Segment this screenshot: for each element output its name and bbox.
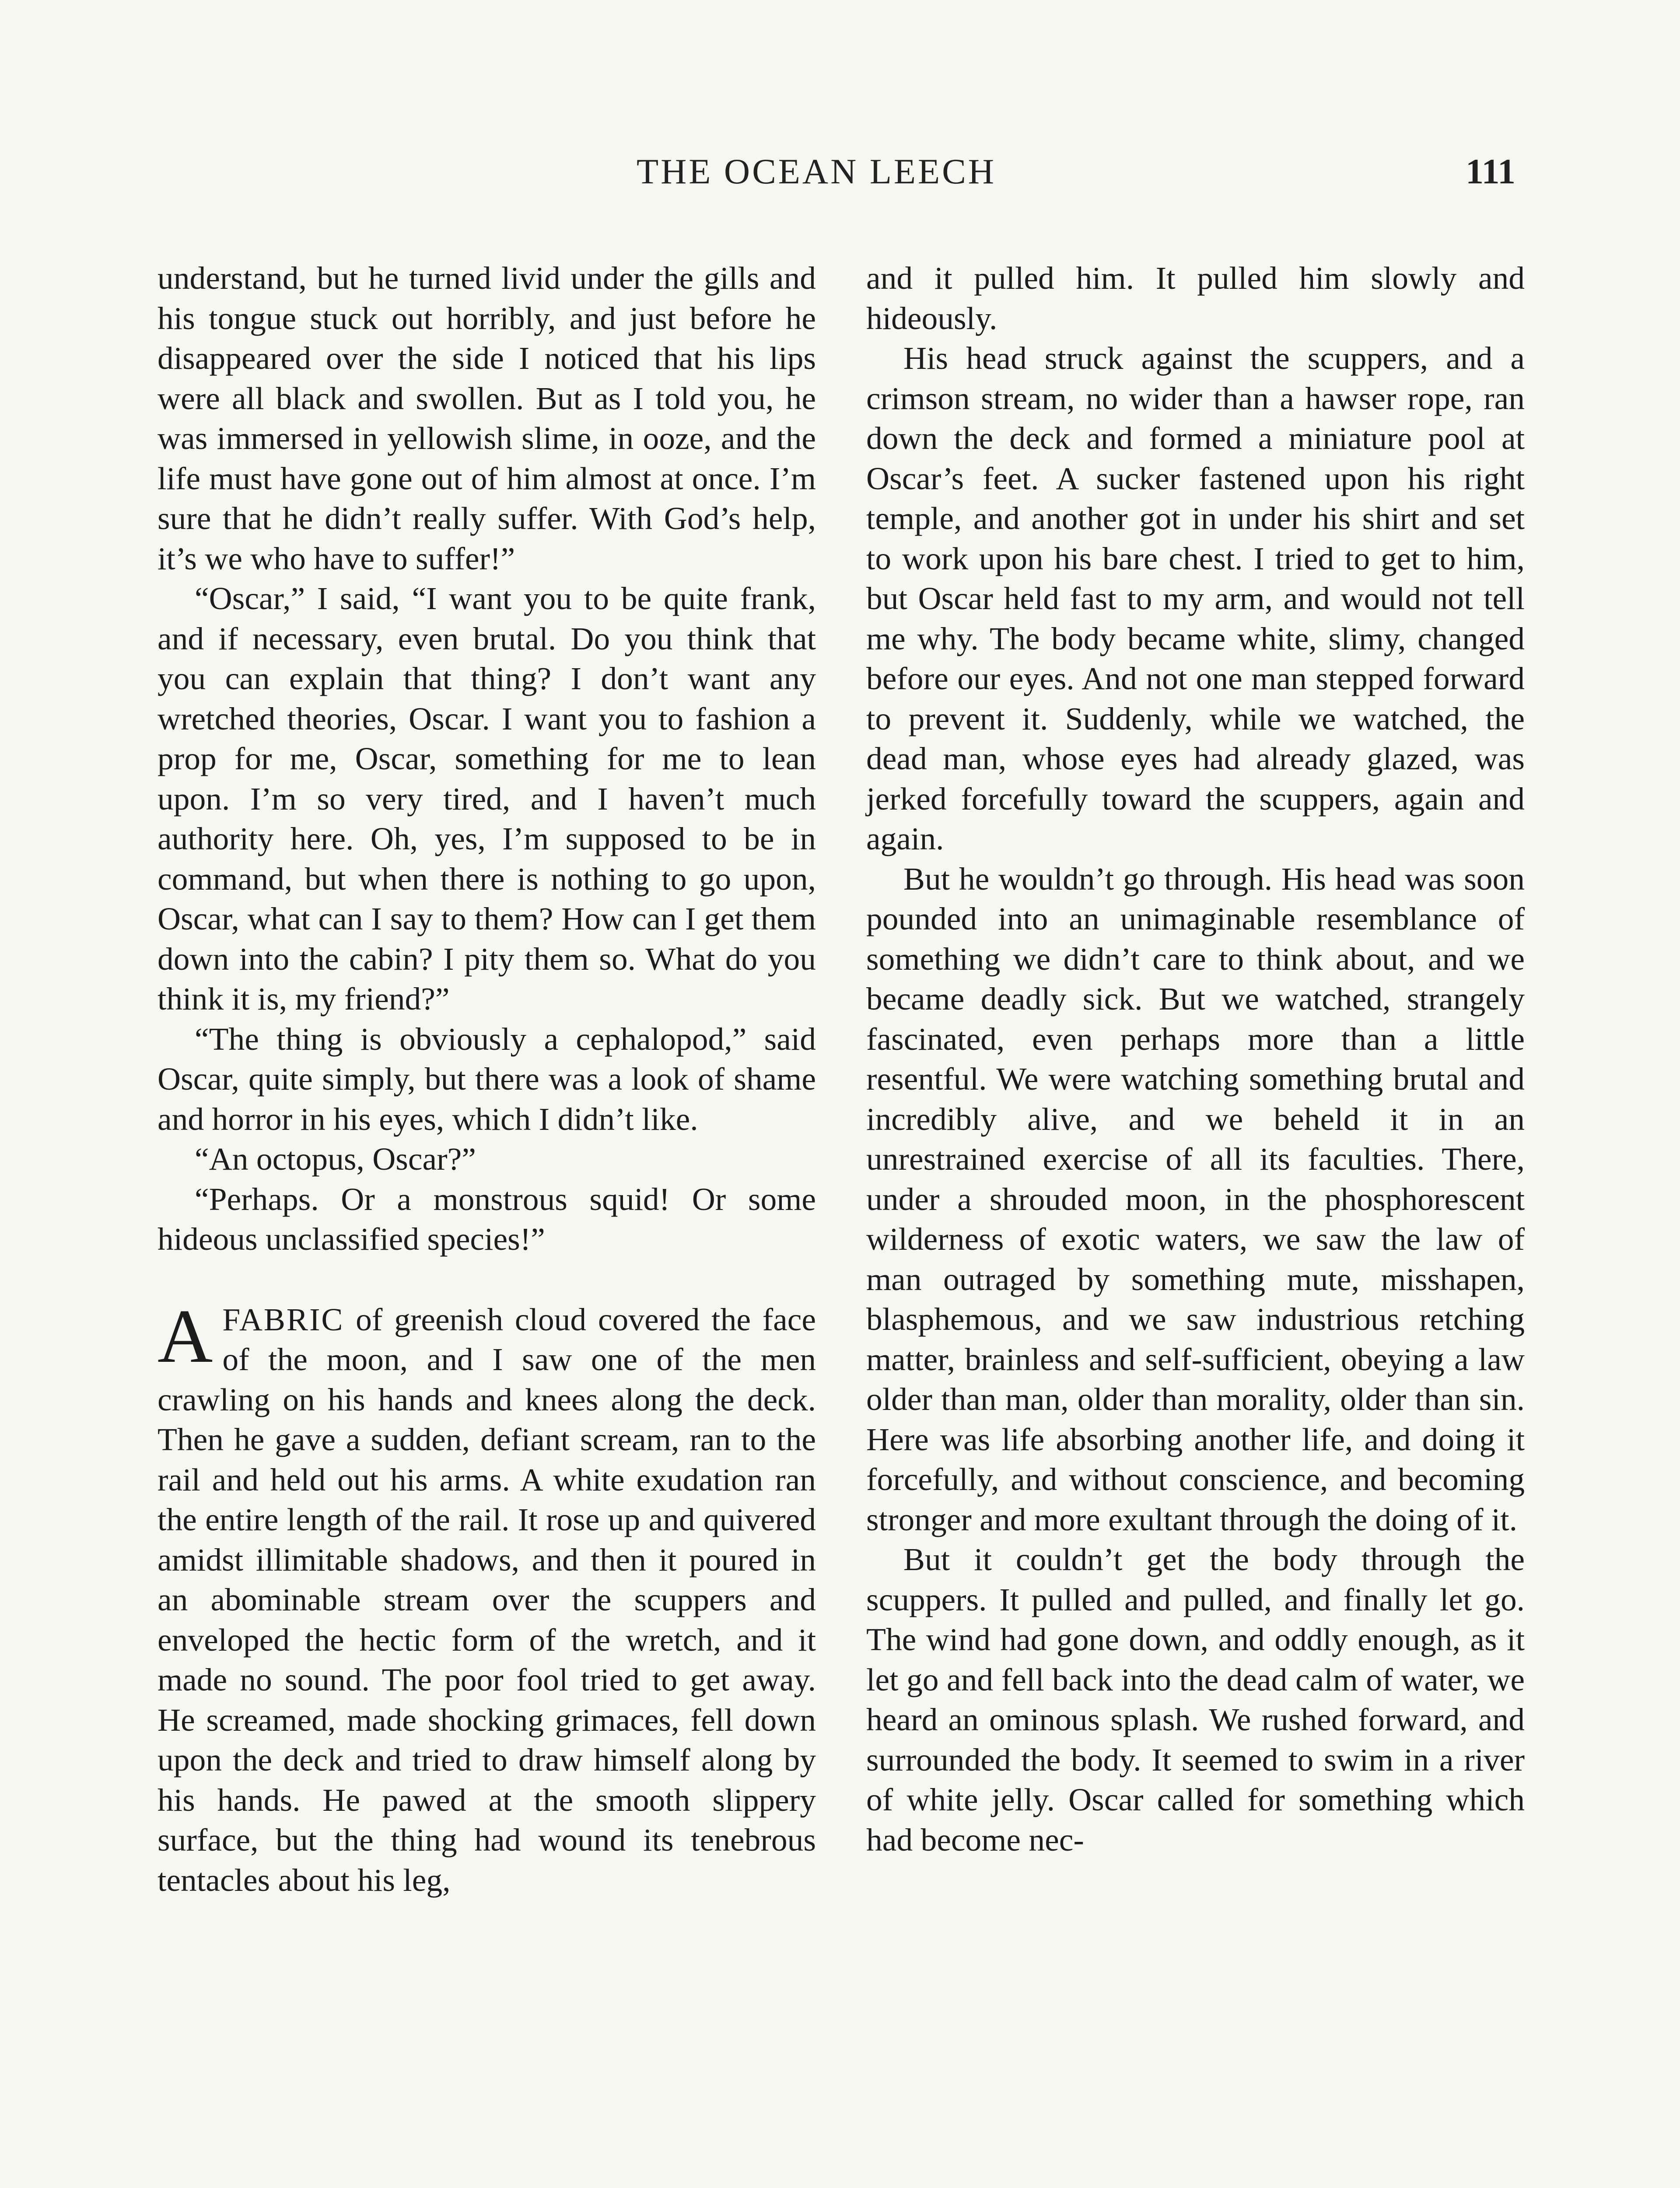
left-column [158, 258, 816, 1900]
paragraph-text: of greenish cloud covered the face of the moon, and I saw one of the men crawling on his hands and knees along the deck. Then he gave a sudden, defiant scream, ran to the rail and held out his arms. A white exudation ran the entire length of the rail. It rose up and quivered amidst illimitable shadows, and then it poured in an abominable stream over the scuppers and enveloped the hectic form of the wretch, and it made no sound. The poor fool tried to get away. He screamed, made shocking grimaces, fell down upon the deck and tried to draw himself along by his hands. He pawed at the smooth slippery surface, but the thing had wound its tenebrous tentacles about his leg, [158, 1301, 816, 1898]
dropcap-paragraph [158, 1293, 816, 1900]
paragraph: and it pulled him. It pulled him slowly and hideously. [866, 260, 1525, 336]
running-head: THE OCEAN LEECH [637, 151, 997, 191]
paragraph: But he wouldn’t go through. His head was soon pounded into an unimaginable resemblance of something we didn’t care to think about, and we became deadly sick. But we watched, strangely fascinated, even perhaps more than a little resentful. We were watching something brutal and incredibly alive, and we beheld it in an unrestrained exercise of all its faculties. There, under a shrouded moon, in the phosphorescent wilderness of exotic waters, we saw the law of man outraged by something mute, misshapen, blasphemous, and we saw industrious retching matter, brainless and self-sufficient, obeying a law older than man, older than morality, older than sin. Here was life absorbing another life, and doing it forcefully, and without conscience, and becoming stronger and more exultant through the doing of it. [866, 861, 1525, 1537]
paragraph: His head struck against the scuppers, and a crimson stream, no wider than a hawser rope, ran down the deck and formed a miniature pool at Oscar’s feet. A sucker fastened upon his right temple, and another got in under his shirt and set to work upon his bare chest. I tried to get to him, but Oscar held fast to my arm, and would not tell me why. The body became white, slimy, changed before our eyes. And not one man stepped forward to prevent it. Suddenly, while we watched, the dead man, whose eyes had already glazed, was jerked forcefully toward the scuppers, again and again. [866, 340, 1525, 856]
drop-cap: A [158, 1293, 213, 1378]
paragraph: “The thing is obviously a cephalopod,” said Oscar, quite simply, but there was a look of shame and horror in his eyes, which I didn’t like. [158, 1021, 816, 1137]
paragraph: “Perhaps. Or a monstrous squid! Or some hideous unclassified species!” [158, 1181, 816, 1257]
section-break [158, 1259, 816, 1300]
right-column [866, 258, 1525, 1860]
paragraph: “An octopus, Oscar?” [195, 1141, 476, 1177]
paragraph: “Oscar,” I said, “I want you to be quite frank, and if necessary, even brutal. Do you think that you can explain that thing? I don’t want any wretched theories, Oscar. I want you to fashion a prop for me, Oscar, something for me to lean upon. I’m so very tired, and I haven’t much authority here. Oh, yes, I’m supposed to be in command, but when there is nothing to go upon, Oscar, what can I say to them? How can I get them down into the cabin? I pity them so. What do you think it is, my friend?” [158, 581, 816, 1017]
paragraph: understand, but he turned livid under the gills and his tongue stuck out horribly, and just before he disappeared over the side I noticed that his lips were all black and swollen. But as I told you, he was immersed in yellowish slime, in ooze, and the life must have gone out of him almost at once. I’m sure that he didn’t really suffer. With God’s help, it’s we who have to suffer!” [158, 260, 816, 576]
paragraph: But it couldn’t get the body through the scuppers. It pulled and pulled, and finally let go. The wind had gone down, and oddly enough, as it let go and fell back into the dead calm of water, we heard an ominous splash. We rushed forward, and surrounded the body. It seemed to swim in a river of white jelly. Oscar called for something which had become nec- [866, 1542, 1525, 1858]
page-number: 111 [1466, 151, 1516, 191]
smallcaps-opening: FABRIC [222, 1301, 344, 1337]
